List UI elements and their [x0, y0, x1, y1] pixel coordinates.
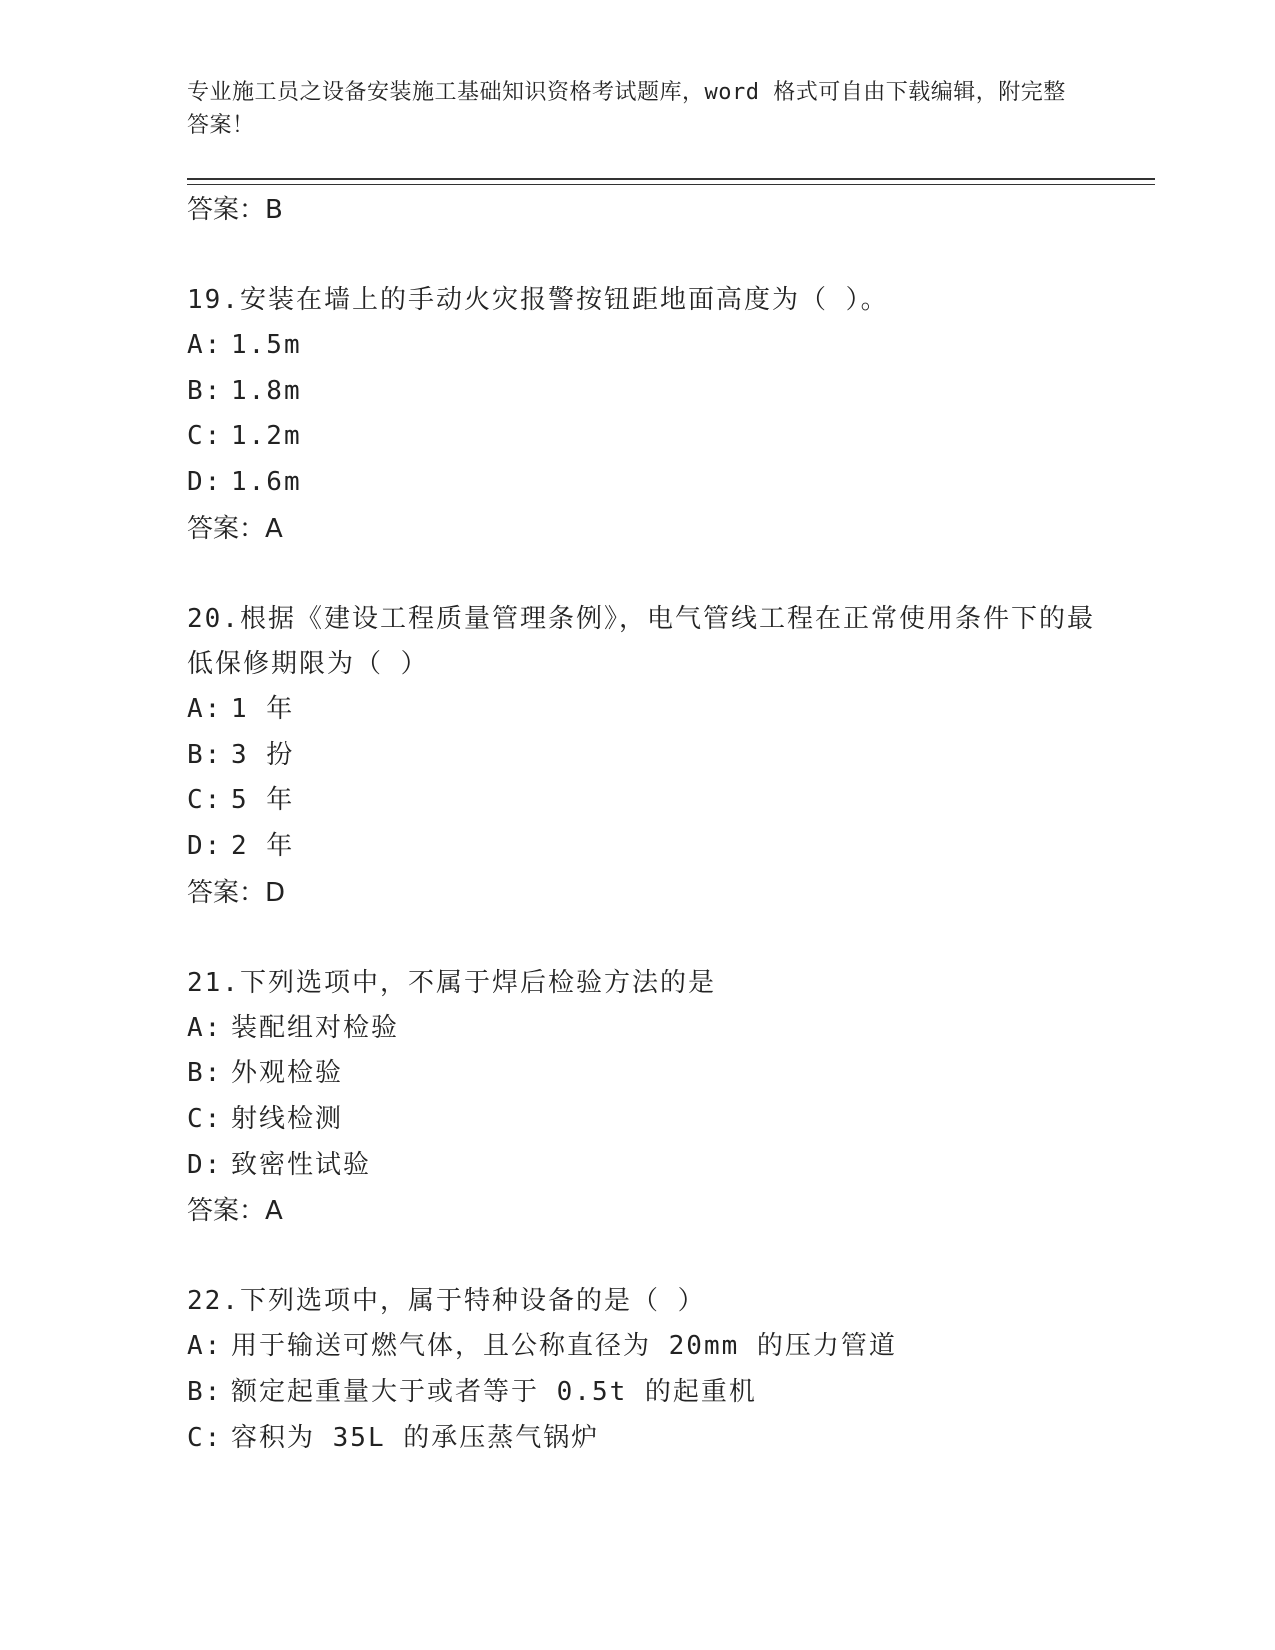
option-c — [187, 778, 1117, 824]
option-key: A: — [187, 693, 223, 724]
option-c — [187, 414, 1117, 460]
option-d — [187, 824, 1117, 870]
answer-line: 答案：D — [187, 877, 286, 908]
option-text: 2 年 — [231, 830, 295, 861]
option-text: 1.6m — [231, 467, 302, 498]
option-c — [187, 1097, 1117, 1143]
option-text: 外观检验 — [231, 1058, 344, 1089]
option-key: B: — [187, 375, 223, 406]
option-text: 5 年 — [231, 785, 295, 816]
question-item — [187, 278, 1117, 552]
option-a — [187, 323, 1117, 369]
option-text: 1 年 — [231, 693, 295, 724]
option-key: C: — [187, 785, 223, 816]
option-text: 装配组对检验 — [231, 1012, 400, 1043]
option-text: 额定起重量大于或者等于 0.5t 的起重机 — [231, 1377, 757, 1408]
option-key: A: — [187, 1331, 223, 1362]
option-text: 1.2m — [231, 421, 302, 452]
option-text: 致密性试验 — [231, 1149, 372, 1180]
question-stem: 20.根据《建设工程质量管理条例》，电气管线工程在正常使用条件下的最低保修期限为（ ） — [187, 603, 1095, 679]
option-b — [187, 1051, 1117, 1097]
option-a — [187, 1006, 1117, 1052]
option-key: A: — [187, 1012, 223, 1043]
option-key: B: — [187, 1377, 223, 1408]
question-list — [187, 187, 1117, 1462]
header-divider-thin — [187, 184, 1155, 185]
option-a — [187, 1324, 1117, 1370]
option-b — [187, 369, 1117, 415]
option-text: 用于输送可燃气体，且公称直径为 20mm 的压力管道 — [231, 1331, 897, 1362]
answer-line: 答案：A — [187, 513, 283, 544]
question-stem: 21.下列选项中，不属于焊后检验方法的是 — [187, 967, 716, 998]
option-key: D: — [187, 467, 223, 498]
option-key: A: — [187, 330, 223, 360]
question-item — [187, 961, 1117, 1235]
header-divider — [187, 178, 1155, 180]
option-text: 1.8m — [231, 375, 302, 406]
option-c — [187, 1416, 1117, 1462]
question-stem: 19.安装在墙上的手动火灾报警按钮距地面高度为（ ）。 — [187, 285, 889, 315]
document-header: 专业施工员之设备安装施工基础知识资格考试题库，word 格式可自由下载编辑，附完整答案！ — [187, 80, 1066, 138]
option-d — [187, 460, 1117, 506]
question-item — [187, 1279, 1117, 1461]
answer-line: 答案：A — [187, 1196, 283, 1227]
answer-line: 答案：B — [187, 195, 283, 225]
option-d — [187, 1143, 1117, 1189]
option-key: B: — [187, 1058, 223, 1089]
question-item — [187, 597, 1117, 916]
option-text: 容积为 35L 的承压蒸气锅炉 — [231, 1422, 600, 1453]
option-key: D: — [187, 830, 223, 861]
option-b — [187, 733, 1117, 779]
option-key: C: — [187, 421, 223, 452]
question-stem: 22.下列选项中，属于特种设备的是（ ） — [187, 1286, 706, 1317]
option-a — [187, 687, 1117, 733]
option-key: C: — [187, 1104, 223, 1135]
option-key: B: — [187, 739, 223, 770]
option-b — [187, 1370, 1117, 1416]
option-key: C: — [187, 1422, 223, 1453]
option-key: D: — [187, 1149, 223, 1180]
option-text: 射线检测 — [231, 1104, 344, 1135]
option-text: 3 扮 — [231, 739, 295, 770]
option-text: 1.5m — [231, 330, 302, 360]
